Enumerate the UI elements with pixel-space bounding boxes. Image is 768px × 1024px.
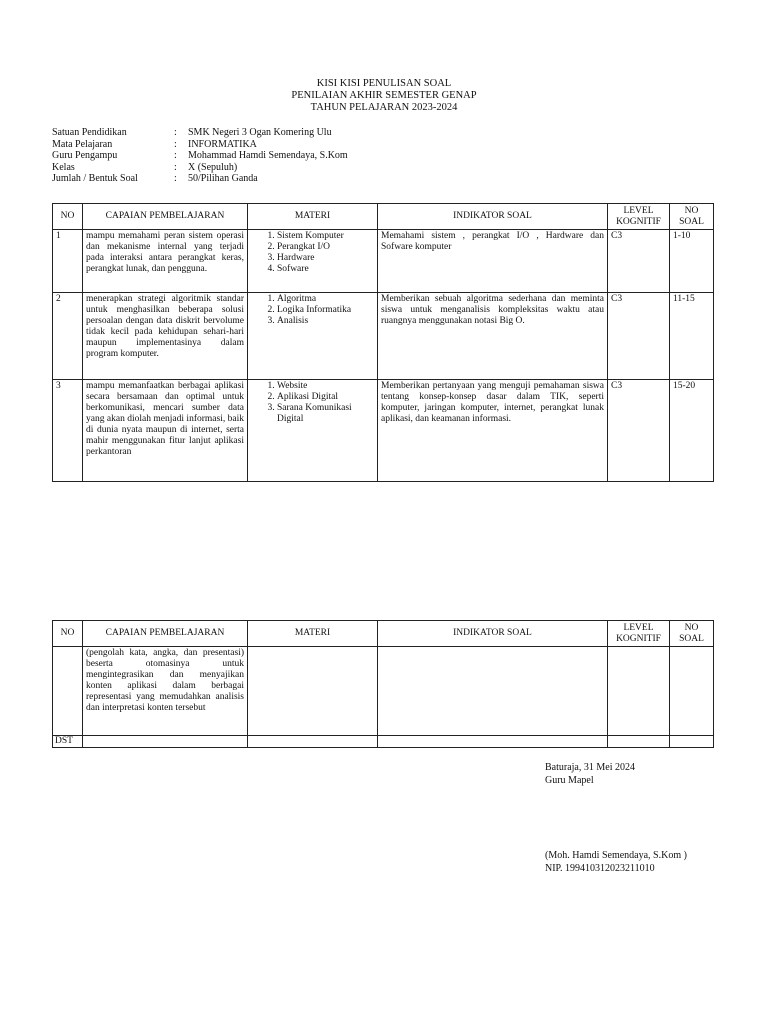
col-header-capaian: CAPAIAN PEMBELAJARAN: [83, 204, 248, 230]
col-header-level: LEVEL KOGNITIF: [608, 621, 670, 647]
cell-capaian: [83, 736, 248, 748]
info-colon: :: [174, 161, 177, 173]
table-row: [53, 380, 714, 482]
table-row: [53, 647, 714, 736]
signature-name-block: [545, 849, 687, 875]
cell-level: [608, 647, 670, 736]
signature-date-block: [545, 761, 635, 787]
table-header-row: [53, 204, 714, 230]
cell-materi: [248, 380, 378, 482]
col-header-nosoal: NO SOAL: [670, 621, 714, 647]
cell-no: DST: [53, 736, 83, 748]
table-row: [53, 293, 714, 380]
materi-item: 3. Sarana Komunikasi Digital: [277, 403, 374, 425]
col-header-indikator: INDIKATOR SOAL: [378, 204, 608, 230]
cell-nosoal: [670, 736, 714, 748]
table-row: [53, 230, 714, 293]
col-header-no: NO: [53, 621, 83, 647]
cell-indikator: Memberikan pertanyaan yang menguji pemahaman siswa tentang konsep-konsep dasar dalam TIK, seperti komputer, jaringan komputer, internet, perangkat lunak aplikasi, dan keamanan informasi.: [378, 380, 608, 482]
materi-item: 1. Website: [277, 381, 374, 392]
signature-place-date: Baturaja, 31 Mei 2024: [545, 762, 635, 773]
info-colon: :: [174, 138, 177, 150]
info-row-guru: [52, 150, 348, 162]
document-title: [0, 78, 768, 114]
info-value: INFORMATIKA: [188, 138, 257, 150]
cell-nosoal: 1-10: [670, 230, 714, 293]
cell-capaian: mampu memanfaatkan berbagai aplikasi secara bersamaan dan optimal untuk berkomunikasi, mencari sumber data yang akan diolah menjadi informasi, baik di dunia nyata maupun di internet, serta mahir menggunakan fitur lanjut aplikasi perkantoran: [83, 380, 248, 482]
signature-nip: NIP. 199410312023211010: [545, 863, 655, 874]
signature-role: Guru Mapel: [545, 775, 594, 786]
materi-item: 1. Sistem Komputer: [277, 231, 374, 242]
info-value: SMK Negeri 3 Ogan Komering Ulu: [188, 127, 332, 138]
cell-level: [608, 736, 670, 748]
cell-level: C3: [608, 293, 670, 380]
identity-block: [52, 127, 348, 185]
col-header-no: NO: [53, 204, 83, 230]
col-header-level: LEVEL KOGNITIF: [608, 204, 670, 230]
table-header-row: [53, 621, 714, 647]
info-colon: :: [174, 150, 177, 162]
info-colon: :: [174, 173, 177, 185]
table-row: [53, 736, 714, 748]
cell-nosoal: [670, 647, 714, 736]
cell-materi: [248, 293, 378, 380]
info-colon: :: [174, 127, 177, 138]
cell-indikator: [378, 736, 608, 748]
cell-indikator: [378, 647, 608, 736]
cell-capaian: mampu memahami peran sistem operasi dan mekanisme internal yang terjadi pada interaksi antara perangkat keras, perangkat lunak, dan pengguna.: [83, 230, 248, 293]
materi-item: 3. Analisis: [277, 316, 374, 327]
materi-item: 2. Aplikasi Digital: [277, 392, 374, 403]
cell-no: [53, 647, 83, 736]
info-row-kelas: [52, 162, 348, 174]
col-header-capaian: CAPAIAN PEMBELAJARAN: [83, 621, 248, 647]
cell-nosoal: 11-15: [670, 293, 714, 380]
col-header-materi: MATERI: [248, 204, 378, 230]
cell-no: 3: [53, 380, 83, 482]
signature-name: (Moh. Hamdi Semendaya, S.Kom ): [545, 850, 687, 861]
materi-item: 3. Hardware: [277, 253, 374, 264]
materi-item: 1. Algoritma: [277, 294, 374, 305]
cell-level: C3: [608, 380, 670, 482]
materi-item: 2. Perangkat I/O: [277, 242, 374, 253]
cell-no: 1: [53, 230, 83, 293]
info-value: X (Sepuluh): [188, 161, 238, 173]
cell-materi: [248, 647, 378, 736]
cell-indikator: Memberikan sebuah algoritma sederhana dan meminta siswa untuk menganalisis kompleksitas waktu atau ruangnya menggunakan notasi Big O.: [378, 293, 608, 380]
info-value: Mohammad Hamdi Semendaya, S.Kom: [188, 150, 348, 162]
cell-no: 2: [53, 293, 83, 380]
title-line-3: TAHUN PELAJARAN 2023-2024: [310, 102, 458, 113]
cell-nosoal: 15-20: [670, 380, 714, 482]
cell-capaian: (pengolah kata, angka, dan presentasi) beserta otomasinya untuk mengintegrasikan dan menyajikan konten aplikasi dalam berbagai representasi yang memudahkan analisis dan interpretasi konten tersebut: [83, 647, 248, 736]
col-header-nosoal: NO SOAL: [670, 204, 714, 230]
info-label: Satuan Pendidikan: [52, 127, 127, 138]
info-row-jumlah: [52, 173, 348, 185]
cell-materi: [248, 230, 378, 293]
title-line-2: PENILAIAN AKHIR SEMESTER GENAP: [291, 90, 477, 101]
info-label: Kelas: [52, 161, 75, 173]
info-label: Mata Pelajaran: [52, 138, 113, 150]
cell-indikator: Memahami sistem , perangkat I/O , Hardware dan Sofware komputer: [378, 230, 608, 293]
cell-capaian: menerapkan strategi algoritmik standar untuk menghasilkan beberapa solusi persoalan dengan data diskrit bervolume tidak kecil pada kehidupan sehari-hari maupun implementasinya dalam program komputer.: [83, 293, 248, 380]
info-row-mapel: [52, 139, 348, 151]
title-line-1: KISI KISI PENULISAN SOAL: [316, 78, 452, 89]
info-label: Jumlah / Bentuk Soal: [52, 173, 138, 185]
materi-item: 4. Sofware: [277, 264, 374, 275]
cell-level: C3: [608, 230, 670, 293]
kisi-table-page-2: [52, 620, 714, 748]
info-row-satuan: [52, 127, 348, 139]
cell-materi: [248, 736, 378, 748]
materi-item: 2. Logika Informatika: [277, 305, 374, 316]
kisi-table-page-1: [52, 203, 714, 482]
info-value: 50/Pilihan Ganda: [188, 173, 258, 185]
info-label: Guru Pengampu: [52, 150, 118, 162]
col-header-materi: MATERI: [248, 621, 378, 647]
col-header-indikator: INDIKATOR SOAL: [378, 621, 608, 647]
